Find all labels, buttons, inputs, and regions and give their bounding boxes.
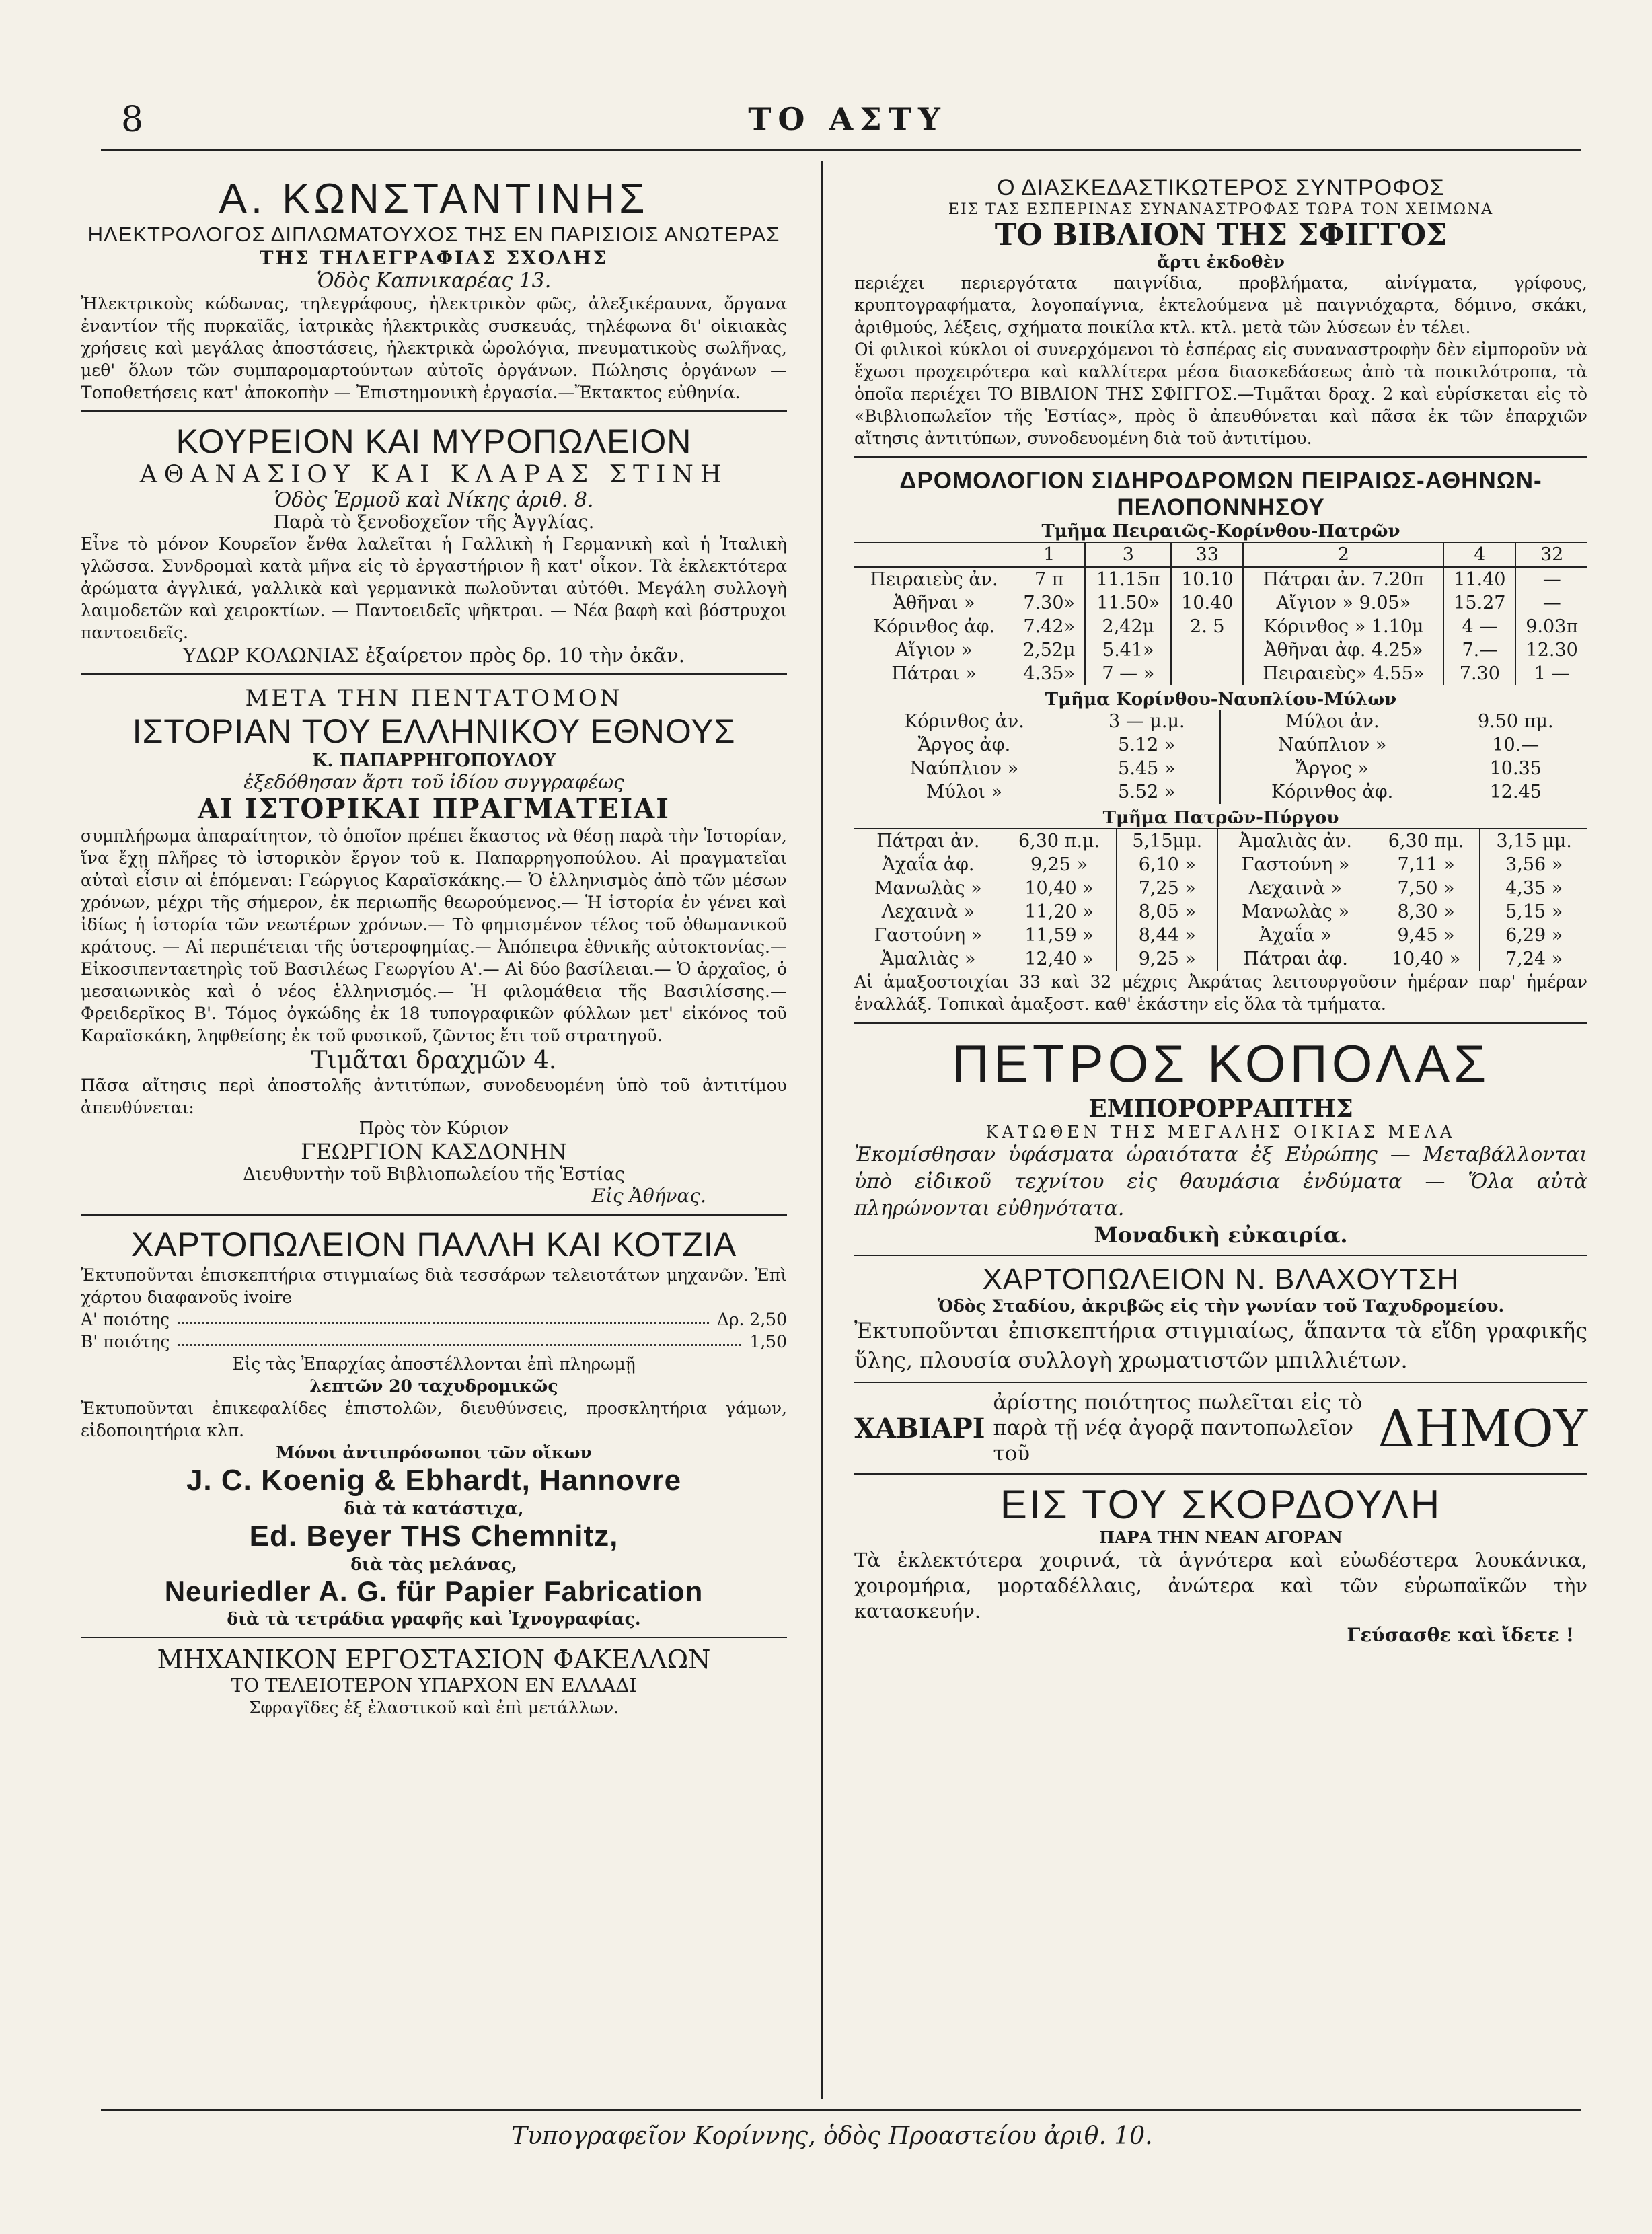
table-cell: Ἀχαΐα ἀφ. [882,854,975,875]
table-cell [1171,662,1243,685]
table-cell: Μανωλὰς » [874,878,982,899]
table-cell: 7,50 » [1397,878,1455,899]
table-cell: 10.40 [1171,591,1243,615]
divider [854,1255,1587,1256]
table-cell: 11,20 » [1024,901,1094,922]
table-cell: 9.50 πμ. [1477,711,1554,732]
table-cell: 10.10 [1171,567,1243,591]
ad-sub: ΠΑΡΑ ΤΗΝ ΝΕΑΝ ΑΓΟΡΑΝ [1099,1528,1343,1547]
table-cell: Πάτραι ἀν. [876,831,980,852]
ad-slogan: Μοναδικὴ εὐκαιρία. [1094,1222,1348,1248]
table-cell: Ἀθῆναι ἀφ. 4.25» [1243,638,1443,662]
left-column [81,175,787,1719]
price-row [81,1308,787,1331]
table-cell: Ἀχαΐα » [1217,924,1372,947]
header-cell: 2 [1243,542,1443,567]
table-cell [1171,638,1243,662]
table-cell: 11,59 » [1024,925,1094,946]
table-cell: 8,05 » [1117,900,1217,924]
table-cell: 12,40 » [1024,948,1094,969]
table-cell: 10,40 » [1391,948,1461,969]
ad-body: συμπλήρωμα ἀπαραίτητον, τὸ ὁποῖον πρέπει ἕκαστος νὰ θέσῃ παρὰ τὴν Ἱστορίαν, ἵνα ἔχῃ πλῆρες τὸ ἱστορικὸν ἔργον τοῦ κ. Παπαρρηγοπούλου. Αἱ πραγματεῖαι αὐταὶ εἶσιν αἱ ἑπόμεναι: Γεώργιος Καραϊσκάκης.— Ὁ ἑλληνισμὸς ἀπὸ τῶν μέσων χρόνων, μέχρι τῆς σήμερον, ἐκ περιωπῆς θεωρούμενος.— Ἡ ἱστορία ἐν γένει καὶ ἰδίως ἡ ἱστορία τῶν νεωτέρων χρόνων.— Τὸ φημισμένον τέλος τοῦ ὀθωμανικοῦ κράτους. — Αἱ περιπέτειαι τῆς ὑστεροφημίας.— Ἀπόπειρα ἐθνικῆς αὐτοκτονίας.—Εἰκοσιπενταετηρὶς τοῦ Βασιλέως Γεωργίου Α'.— Αἱ δύο βασίλειαι.— Ὁ ἀρχαῖος, ὁ μεσαιωνικὸς καὶ ὁ νέος ἑλληνισμός.— Ἡ φιλομάθεια τῆς Βασιλίσσης.— Φρειδερῖκος Β'. Τόμος ὀγκώδης ἐκ 18 τυπογραφικῶν φύλλων μετ' εἰκόνος τοῦ Καραϊσκάκη, ληφθείσης ἐκ τοῦ φυσικοῦ, ζῶντος ἔτι τοῦ στρατηγοῦ. [81,826,787,1045]
table-row [854,853,1587,877]
table-cell: 6,30 π.μ. [1018,831,1100,852]
ad-address: Ὁδὸς Καπνικαρέας 13. [316,269,552,293]
table-cell: Πάτραι » [891,663,977,684]
ad-title: ΧΑΡΤΟΠΩΛΕΙΟΝ Ν. ΒΛΑΧΟΥΤΣΗ [982,1263,1460,1296]
house-note: διὰ τὰ κατάστιχα, [344,1499,524,1518]
header-cell: 32 [1515,542,1587,567]
ad-provinces: Εἰς τὰς Ἐπαρχίας ἀποστέλλονται ἐπὶ πληρωμῇ [232,1354,636,1374]
table-cell: 7 π [1034,569,1064,590]
table-cell: Ἀθῆναι » [893,593,975,613]
timetable-section-2 [854,710,1587,804]
table-cell: 5.52 » [1118,782,1176,803]
timetable-note: Αἱ ἁμαξοστοιχίαι 33 καὶ 32 μέχρις Ἀκράτας λειτουργοῦσιν ἡμέραν παρ' ἡμέραν ἐναλλάξ. Τοπικαὶ ἁμαξοστ. καθ' ἑκάστην εἰς ὅλα τὰ τμήματα. [854,972,1587,1014]
table-row [854,877,1587,900]
header-cell: 1 [1043,544,1055,565]
header-rule [101,149,1581,151]
table-cell: 9,25 » [1030,854,1088,875]
header-cell: 33 [1171,542,1243,567]
table-cell: 2,52μ [1022,640,1076,661]
table-cell: Ἄργος ἀφ. [917,735,1011,755]
table-cell: 7.— [1443,638,1515,662]
table-cell: Ἀμαλιὰς » [880,948,976,969]
table-cell: 12.30 [1515,638,1587,662]
ad-title: ΙΣΤΟΡΙΑΝ ΤΟΥ ΕΛΛΗΝΙΚΟΥ ΕΘΝΟΥΣ [132,712,736,750]
ad-published: ἐξεδόθησαν ἄρτι τοῦ ἰδίου συγγραφέως [243,771,624,793]
dot-leader [178,1331,741,1346]
ad-history [81,685,787,1207]
table-cell: Γαστούνη » [874,925,983,946]
table-cell: 9,25 » [1117,947,1217,971]
table-cell: Αἴγιον » 9.05» [1243,591,1443,615]
table-cell: 6,30 πμ. [1388,831,1464,852]
table-cell: 8,44 » [1117,924,1217,947]
table-row [854,947,1587,971]
ad-water: ΥΔΩΡ ΚΟΛΩΝΙΑΣ ἐξαίρετον πρὸς δρ. 10 τὴν ὀκᾶν. [182,644,685,667]
price-value: 1,50 [749,1332,787,1351]
ad-line: ΗΛΕΚΤΡΟΛΟΓΟΣ ΔΙΠΛΩΜΑΤΟΥΧΟΣ ΤΗΣ ΕΝ ΠΑΡΙΣΙΟΙΣ ΑΝΩΤΕΡΑΣ [87,223,780,246]
table-cell: Πειραιεὺς ἀν. [870,569,998,590]
ad-sub: ΕΙΣ ΤΑΣ ΕΣΠΕΡΙΝΑΣ ΣΥΝΑΝΑΣΤΡΟΦΑΣ ΤΩΡΑ ΤΟΝ ΧΕΙΜΩΝΑ [948,201,1494,218]
divider [81,673,787,675]
table-cell: Πάτραι ἀφ. [1217,947,1372,971]
ad-name: ΔΗΜΟΥ [1378,1398,1587,1458]
ad-koureion [81,422,787,667]
table-cell: 6,29 » [1480,924,1587,947]
table-cell: 10.— [1492,735,1540,755]
divider [81,410,787,412]
price-row [81,1331,787,1353]
table-row [854,924,1587,947]
divider [854,1022,1587,1024]
ad-body: Ἐκτυποῦνται ἐπισκεπτήρια στιγμιαίως, ἅπαντα τὰ εἴδη γραφικῆς ὕλης, πλουσία συλλογὴ χρωματιστῶν μπιλλιέτων. [854,1318,1587,1373]
ad-trade: ΕΜΠΟΡΟΡΡΑΠΤΗΣ [1088,1094,1353,1123]
column-divider [821,161,823,2099]
table-cell: 6,10 » [1117,853,1217,877]
table-cell: 3 — μ.μ. [1108,711,1185,732]
table-cell: 7 — » [1085,662,1171,685]
price-label: Β' ποιότης [81,1332,170,1351]
table-cell: 2,42μ [1085,615,1171,638]
table-cell: Κόρινθος ἀφ. [872,616,996,637]
table-cell: 7.30» [1023,593,1076,613]
table-cell: Λεχαινὰ » [881,901,975,922]
table-row [854,638,1587,662]
ad-name: Α. ΚΩΝΣΤΑΝΤΙΝΗΣ [219,176,649,222]
ad-to: Πρὸς τὸν Κύριον [359,1119,509,1139]
table-cell: 3,56 » [1480,853,1587,877]
table-cell: Μύλοι ἀν. [1220,710,1444,733]
table-cell: Γαστούνη » [1217,853,1372,877]
house-name: J. C. Koenig & Ebhardt, Hannovre [186,1464,682,1497]
ad-title: ΚΟΥΡΕΙΟΝ ΚΑΙ ΜΥΡΟΠΩΛΕΙΟΝ [176,422,692,460]
table-cell: 9,45 » [1397,925,1455,946]
table-row [854,780,1587,804]
footer-rule [101,2109,1581,2111]
ad-heading: ΑΙ ΙΣΤΟΡΙΚΑΙ ΠΡΑΓΜΑΤΕΙΑΙ [198,793,670,825]
table-cell: 5.41» [1085,638,1171,662]
table-row [854,900,1587,924]
house-name: Neuriedler A. G. für Papier Fabrication [164,1575,704,1607]
table-cell: 11.50» [1085,591,1171,615]
ad-text: ἀρίστης ποιότητος πωλεῖται εἰς τὸ παρὰ τῇ νέᾳ ἀγορᾷ παντοπωλεῖον τοῦ [993,1390,1363,1466]
house-note: διὰ τὰ τετράδια γραφῆς καὶ Ἰχνογραφίας. [227,1609,641,1629]
header-cell: 4 [1443,542,1515,567]
ad-address: Ὁδὸς Ἑρμοῦ καὶ Νίκης ἀριθ. 8. [274,488,594,512]
ad-body: Τὰ ἐκλεκτότερα χοιρινά, τὰ ἁγνότερα καὶ εὐωδέστερα λουκάνικα, χοιρομήρια, μορταδέλλαις, ἀνώτερα καὶ τῶν εὐρωπαϊκῶν τὴν κατασκευήν. [854,1549,1587,1623]
ad-title: ΜΗΧΑΝΙΚΟΝ ΕΡΓΟΣΤΑΣΙΟΝ ΦΑΚΕΛΛΩΝ [157,1645,711,1674]
ad-price: Τιμᾶται δραχμῶν 4. [311,1047,557,1074]
table-cell: 7.42» [1023,616,1076,637]
table-cell: 4,35 » [1480,877,1587,900]
ad-pre: ΜΕΤΑ ΤΗΝ ΠΕΝΤΑΤΟΜΟΝ [245,685,623,712]
ad-title: ΧΑΡΤΟΠΩΛΕΙΟΝ ΠΑΛΛΗ ΚΑΙ ΚΟΤΖΙΑ [130,1226,737,1263]
ad-envelopes [81,1645,787,1719]
ad-near: Παρὰ τὸ ξενοδοχεῖον τῆς Ἀγγλίας. [273,512,595,533]
ad-name: ΠΕΤΡΟΣ ΚΟΠΟΛΑΣ [951,1034,1491,1093]
timetable-title: ΔΡΟΜΟΛΟΓΙΟΝ ΣΙΔΗΡΟΔΡΟΜΩΝ ΠΕΙΡΑΙΩΣ-ΑΘΗΝΩΝ-ΠΕΛΟΠΟΝΝΗΣΟΥ [899,468,1542,521]
ad-orders: Πᾶσα αἴτησις περὶ ἀποστολῆς ἀντιτύπων, συνοδευομένη ὑπὸ τοῦ ἀντιτίμου ἀπευθύνεται: [81,1076,787,1117]
table-cell: Μανωλὰς » [1217,900,1372,924]
table-cell: 4 — [1443,615,1515,638]
ad-sfinx [854,175,1587,449]
ad-address: Ὁδὸς Σταδίου, ἀκριβῶς εἰς τὴν γωνίαν τοῦ Ταχυδρομείου. [937,1296,1505,1316]
ad-pre: Ο ΔΙΑΣΚΕΔΑΣΤΙΚΩΤΕΡΟΣ ΣΥΝΤΡΟΦΟΣ [997,175,1445,200]
table-cell: 7.30 [1443,662,1515,685]
table-cell: Ναύπλιον » [909,758,1019,779]
ad-names: ΑΘΑΝΑΣΙΟΥ ΚΑΙ ΚΛΑΡΑΣ ΣΤΙΝΗ [139,461,728,488]
railway-timetable [854,468,1587,1015]
table-cell: 7,25 » [1117,877,1217,900]
table-cell: 15.27 [1443,591,1515,615]
table-cell: 4.35» [1023,663,1076,684]
section-title: Τμῆμα Πατρῶν-Πύργου [1102,808,1339,828]
divider [81,1214,787,1216]
table-cell: Λεχαινὰ » [1217,877,1372,900]
timetable-section-3 [854,828,1587,971]
ad-published: ἄρτι ἐκδοθὲν [1157,252,1285,272]
ad-body: Ἐκομίσθησαν ὑφάσματα ὡραιότατα ἐξ Εὐρώπης — Μεταβάλλονται ὑπὸ εἰδικοῦ τεχνίτου εἰς θαυμάσια ἐνδύματα — Ὅλα αὐτὰ πληρώνονται εὐθηνότατα. [854,1143,1587,1220]
page-header [114,100,1581,153]
table-cell: Ἄργος » [1220,757,1444,780]
table-cell: 10,40 » [1024,878,1094,899]
table-cell: Ναύπλιον » [1220,733,1444,757]
table-cell: 9.03π [1515,615,1587,638]
table-cell: 11.15π [1085,567,1171,591]
divider [854,1382,1587,1383]
table-cell: 5,15 » [1480,900,1587,924]
price-label: Α' ποιότης [81,1310,170,1329]
dot-leader [178,1308,709,1324]
ad-kopolas [854,1033,1587,1248]
ad-word: ΧΑΒΙΑΡΙ [854,1412,985,1444]
ad-konstantinis [81,175,787,404]
ad-body: Εἶνε τὸ μόνον Κουρεῖον ἔνθα λαλεῖται ἡ Γαλλικὴ ἡ Γερμανικὴ καὶ ἡ Ἰταλικὴ γλῶσσα. Συνδρομαὶ κατὰ μῆνα εἰς τὸ ἐργαστήριον ἢ κατ' οἶκον. Τὰ ἐκλεκτότερα ἀρώματα ἀγγλικά, γαλλικὰ καὶ γερμανικὰ πωλοῦνται αὐτόθι. Μεγάλη συλλογὴ λαιμοδετῶν καὶ χειροκτίων. — Παντοειδεῖς ψῆκτραι. — Νέα βαφὴ καὶ βόστρυχοι παντοειδεῖς. [81,534,787,642]
table-cell: 2. 5 [1171,615,1243,638]
ad-role: Διευθυντὴν τοῦ Βιβλιοπωλείου τῆς Ἑστίας [243,1164,625,1185]
ad-title: ΕΙΣ ΤΟΥ ΣΚΟΡΔΟΥΛΗ [1000,1482,1442,1527]
divider [854,456,1587,458]
ad-also: Ἐκτυποῦνται ἐπικεφαλίδες ἐπιστολῶν, διευθύνσεις, προσκλητήρια γάμων, εἰδοποιητήρια κλπ. [81,1399,787,1440]
table-cell: 11.40 [1443,567,1515,591]
ad-body: περιέχει περιεργότατα παιγνίδια, προβλήματα, αἰνίγματα, γρίφους, κρυπτογραφήματα, λογοπαίγνια, ἐκτελούμενα μὲ παιγνιόχαρτα, δόμινο, σκάκι, ἀριθμούς, λέξεις, σχήματα ποικίλα κτλ. κτλ. μετὰ τῶν λύσεων ἐν τέλει. [854,273,1587,337]
ad-pallis [81,1225,787,1630]
table-cell: 3,15 μμ. [1480,829,1587,853]
ad-slogan: Γεύσασθε καὶ ἴδετε ! [1347,1624,1574,1646]
ad-caviar [854,1390,1587,1466]
table-row [854,591,1587,615]
table-header-row [854,542,1587,567]
table-cell: 10.35 [1489,758,1542,779]
table-row [854,733,1587,757]
table-cell: 7,11 » [1397,854,1455,875]
ad-skordoulis [854,1481,1587,1646]
ad-body: Ἠλεκτρικοὺς κώδωνας, τηλεγράφους, ἠλεκτρικὸν φῶς, ἀλεξικέραυνα, ὄργανα ἐναντίον τῆς πυρκαϊᾶς, ἰατρικὰς ἠλεκτρικὰς συσκευάς, τηλέφωνα δι' οἰκιακὰς χρήσεις καὶ μεγάλας ἀποστάσεις, ἠλεκτρικὰ ὡρολόγια, πνευματικοὺς σωλῆνας, μεθ' ὅλων τῶν συμπαρομαρτούντων αὐτοῖς ὀργάνων. Πώλησις ὀργάνων — Τοποθετήσεις κατ' ἀποκοπὴν — Ἐπιστημονικὴ ἐργασία.—Ἔκτακτος εὐθηνία. [81,294,787,402]
table-row [854,829,1587,853]
table-cell: 5.12 » [1118,735,1176,755]
ad-line: ΤΗΣ ΤΗΛΕΓΡΑΦΙΑΣ ΣΧΟΛΗΣ [259,247,609,269]
table-cell: Κόρινθος ἀφ. [1220,780,1444,804]
table-cell: Κόρινθος ἀν. [904,711,1024,732]
table-row [854,615,1587,638]
header-cell: 3 [1085,542,1171,567]
ad-contact-name: ΓΕΩΡΓΙΟΝ ΚΑΣΔΟΝΗΝ [301,1139,567,1164]
table-cell [854,542,1014,567]
table-cell: 5,15μμ. [1117,829,1217,853]
price-value: Δρ. 2,50 [716,1310,787,1329]
table-cell: Ἀμαλιὰς ἀν. [1217,829,1372,853]
table-cell: Μύλοι » [926,782,1002,803]
ad-city: Εἰς Ἀθήνας. [591,1185,706,1207]
table-cell: 5.45 » [1118,758,1176,779]
house-note: διὰ τὰς μελάνας, [350,1555,517,1574]
ad-location: ΚΑΤΩΘΕΝ ΤΗΣ ΜΕΓΑΛΗΣ ΟΙΚΙΑΣ ΜΕΛΑ [985,1123,1456,1142]
table-cell: 1 — [1515,662,1587,685]
ad-vlachoutsis [854,1263,1587,1375]
divider [854,1473,1587,1475]
table-row [854,662,1587,685]
newspaper-title: ΤΟ ΑΣΤΥ [748,101,947,137]
table-row [854,710,1587,733]
right-column [854,175,1587,1646]
section-title: Τμῆμα Πειραιῶς-Κορίνθου-Πατρῶν [1041,521,1400,542]
section-title: Τμῆμα Κορίνθου-Ναυπλίου-Μύλων [1045,690,1397,710]
ad-reps: Μόνοι ἀντιπρόσωποι τῶν οἴκων [276,1443,592,1462]
timetable-section-1 [854,542,1587,685]
ad-body: Οἱ φιλικοὶ κύκλοι οἱ συνερχόμενοι τὸ ἑσπέρας εἰς συναναστροφὴν δὲν εἰμποροῦν νὰ ἔχωσι προχειρότερα καὶ καλλίτερα μέσα διασκεδάσεως ἀπὸ τὰ ποικιλότροπα, τὰ ὁποῖα περιέχει ΤΟ ΒΙΒΛΙΟΝ ΤΗΣ ΣΦΙΓΓΟΣ.—Τιμᾶται δραχ. 2 καὶ εὑρίσκεται εἰς τὸ «Βιβλιοπωλεῖον τῆς Ἑστίας», πρὸς ὃ ἀπευθύνεται καὶ πᾶσα ἐκ τῶν ἐπαρχιῶν αἴτησις ἀντιτύπων, συνοδευομένη διὰ τοῦ ἀντιτίμου. [854,340,1587,448]
table-cell: 12.45 [1489,782,1542,803]
table-cell: Πειραιεὺς» 4.55» [1243,662,1443,685]
table-cell: Πάτραι ἀν. 7.20π [1243,567,1443,591]
divider [81,1637,787,1638]
house-name: Ed. Beyer THS Chemnitz, [249,1520,619,1553]
table-row [854,567,1587,591]
table-row [854,757,1587,780]
table-cell: Αἴγιον » [895,640,973,661]
table-cell: 8,30 » [1397,901,1455,922]
ad-author: Κ. ΠΑΠΑΡΡΗΓΟΠΟΥΛΟΥ [311,751,556,771]
ad-stamps: λεπτῶν 20 ταχυδρομικῶς [309,1376,558,1396]
ad-title: ΤΟ ΒΙΒΛΙΟΝ ΤΗΣ ΣΦΙΓΓΟΣ [994,218,1448,252]
table-cell: Κόρινθος » 1.10μ [1243,615,1443,638]
ad-sub: ΤΟ ΤΕΛΕΙΟΤΕΡΟΝ ΥΠΑΡΧΟΝ ΕΝ ΕΛΛΑΔΙ [231,1674,637,1697]
ad-intro: Ἐκτυποῦνται ἐπισκεπτήρια στιγμιαίως διὰ τεσσάρων τελειοτάτων μηχανῶν. Ἐπὶ χάρτου διαφανοῦς ivoire [81,1265,787,1307]
printer-footer: Τυπογραφεῖον Κορίννης, ὁδὸς Προαστείου ἀριθ. 10. [511,2122,1153,2150]
table-cell: — [1515,567,1587,591]
page-number: 8 [121,100,144,140]
table-cell: — [1515,591,1587,615]
table-cell: 7,24 » [1480,947,1587,971]
ad-note: Σφραγῖδες ἐξ ἐλαστικοῦ καὶ ἐπὶ μετάλλων. [248,1698,620,1717]
